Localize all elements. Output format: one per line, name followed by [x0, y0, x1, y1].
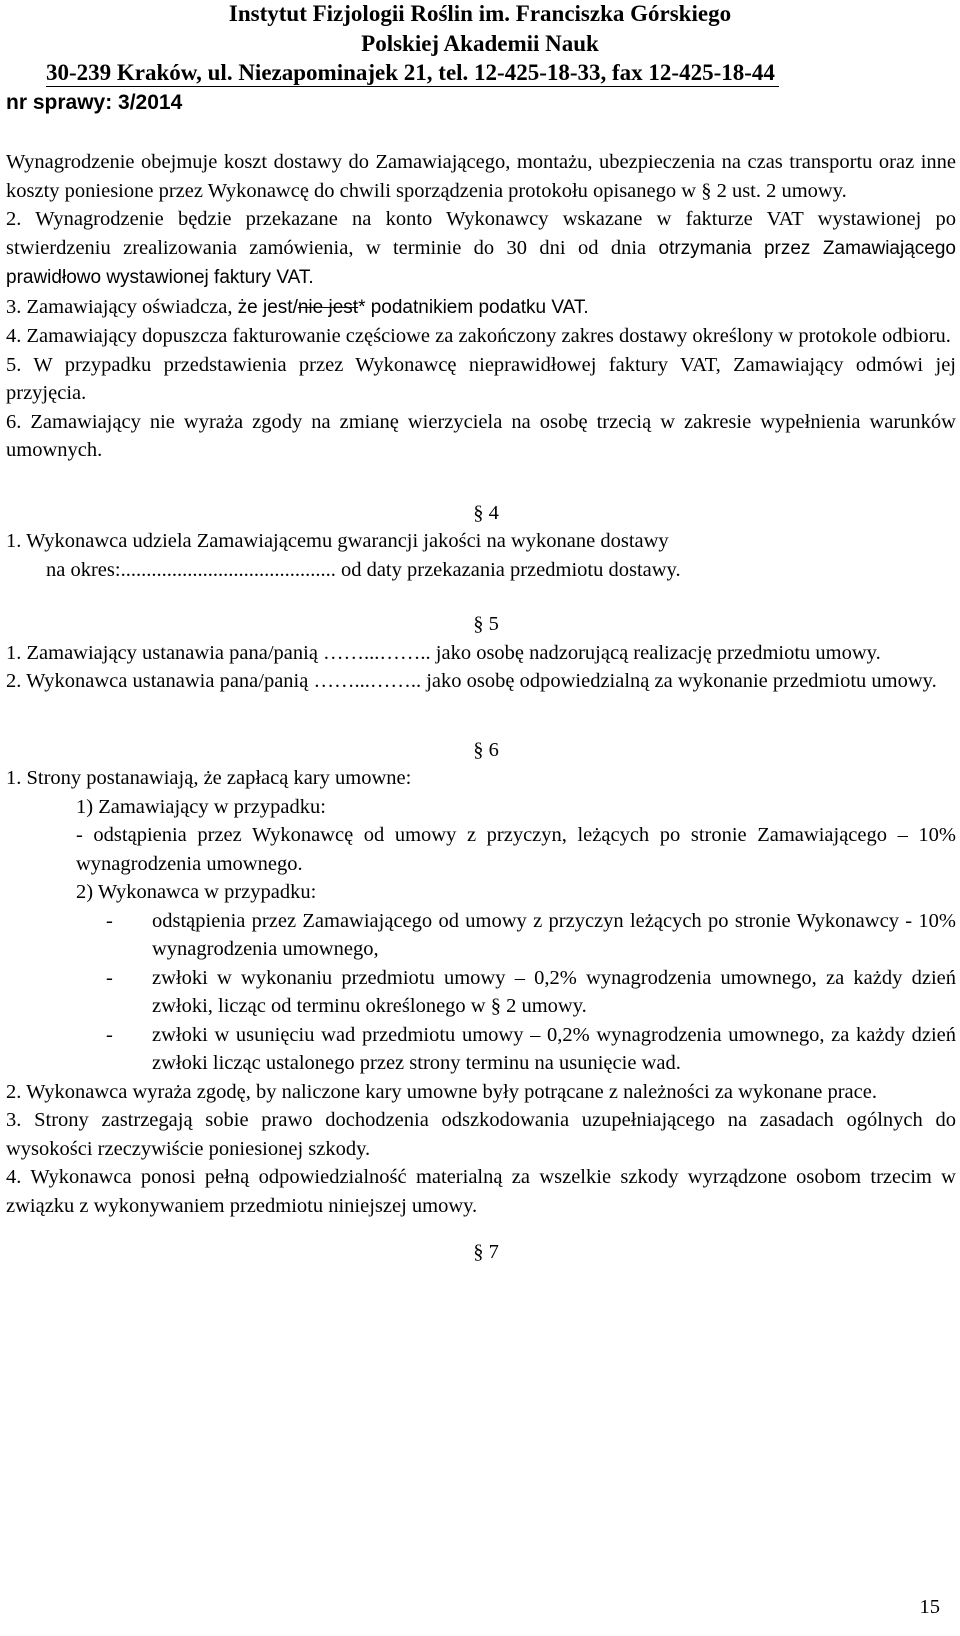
paragraph-4-partial-invoicing: 4. Zamawiający dopuszcza fakturowanie częściowe za zakończony zakres dostawy określony w protokole odbioru. [6, 325, 951, 347]
paragraph-2-payment: 2. Wynagrodzenie będzie przekazane na konto Wykonawcy wskazane w fakturze VAT wystawionej po stwierdzeniu zrealizowania zamówienia, w terminie do 30 dni od dnia otrzymania przez Zamawiającego prawidłowo wystawionej faktury VAT. [6, 208, 956, 288]
section-5-title: § 5 [473, 613, 499, 635]
list-item: - zwłoki w usunięciu wad przedmiotu umowy – 0,2% wynagrodzenia umownego, za każdy dzień zwłoki licząc ustalonego przez strony terminu na usunięcie wad. [106, 1023, 956, 1074]
section-6-client-cases: 1) Zamawiający w przypadku: [76, 795, 326, 818]
list-item: - zwłoki w wykonaniu przedmiotu umowy – 0,2% wynagrodzenia umownego, za każdy dzień zwłoki, licząc od terminu określonego w § 2 umowy. [106, 966, 956, 1017]
institute-name: Instytut Fizjologii Roślin im. Franciszka Górskiego [228, 1, 732, 26]
paragraph-remuneration-scope: Wynagrodzenie obejmuje koszt dostawy do Zamawiającego, montażu, ubezpieczenia na czas transportu oraz inne koszty poniesione przez Wykonawcę do chwili sporządzenia protokołu opisanego w § 2 ust. 2 umowy. [6, 151, 956, 202]
document-body [6, 148, 956, 1267]
section-6-paragraph-2: 2. Wykonawca wyraża zgodę, by naliczone kary umowne były potrącane z należności za wykonane prace. [6, 1080, 877, 1103]
struck-text: nie jest [297, 296, 359, 318]
section-4-paragraph-1: 1. Wykonawca udziela Zamawiającemu gwarancji jakości na wykonane dostawy [6, 530, 669, 552]
academy-name: Polskiej Akademii Nauk [361, 31, 599, 56]
paragraph-3-vat-status: 3. Zamawiający oświadcza, że jest/nie jest* podatnikiem podatku VAT. [6, 295, 589, 318]
page-number: 15 [919, 1596, 940, 1618]
section-4-warranty-period: na okres:.......................................... od daty przekazania przedmiotu dostawy. [46, 558, 681, 581]
paragraph-6-creditor-change: 6. Zamawiający nie wyraża zgody na zmianę wierzyciela na osobę trzecią w zakresie wypełnienia warunków umownych. [6, 410, 956, 461]
section-6-title: § 6 [473, 738, 499, 761]
section-6-paragraph-3: 3. Strony zastrzegają sobie prawo dochodzenia odszkodowania uzupełniającego na zasadach ogólnych do wysokości rzeczywiście poniesionej szkody. [6, 1109, 956, 1160]
section-6-contractor-cases: 2) Wykonawca w przypadku: [76, 881, 317, 903]
case-number: nr sprawy: 3/2014 [6, 91, 183, 114]
section-7-title: § 7 [473, 1241, 499, 1263]
paragraph-5-invalid-invoice: 5. W przypadku przedstawienia przez Wykonawcę nieprawidłowej faktury VAT, Zamawiający odmówi jej przyjęcia. [6, 353, 956, 404]
section-6-paragraph-1: 1. Strony postanawiają, że zapłacą kary umowne: [6, 767, 412, 789]
section-5-paragraph-1: 1. Zamawiający ustanawia pana/panią ……...…….. jako osobę nadzorującą realizację przedmiotu umowy. [6, 641, 881, 664]
list-item: - odstąpienia przez Zamawiającego od umowy z przyczyn leżących po stronie Wykonawcy - 10% wynagrodzenia umownego, [106, 909, 956, 960]
section-4-title: § 4 [473, 501, 499, 524]
institute-address: 30-239 Kraków, ul. Niezapominajek 21, tel. 12-425-18-33, fax 12-425-18-44 [46, 60, 779, 87]
section-6-paragraph-4: 4. Wykonawca ponosi pełną odpowiedzialność materialną za wszelkie szkody wyrządzone osobom trzecim w związku z wykonywaniem przedmiotu niniejszej umowy. [6, 1166, 956, 1217]
section-6-client-penalty: - odstąpienia przez Wykonawcę od umowy z przyczyn, leżących po stronie Zamawiającego – 10% wynagrodzenia umownego. [76, 824, 956, 875]
section-5-paragraph-2: 2. Wykonawca ustanawia pana/panią ……...…….. jako osobę odpowiedzialną za wykonanie przedmiotu umowy. [6, 670, 937, 692]
